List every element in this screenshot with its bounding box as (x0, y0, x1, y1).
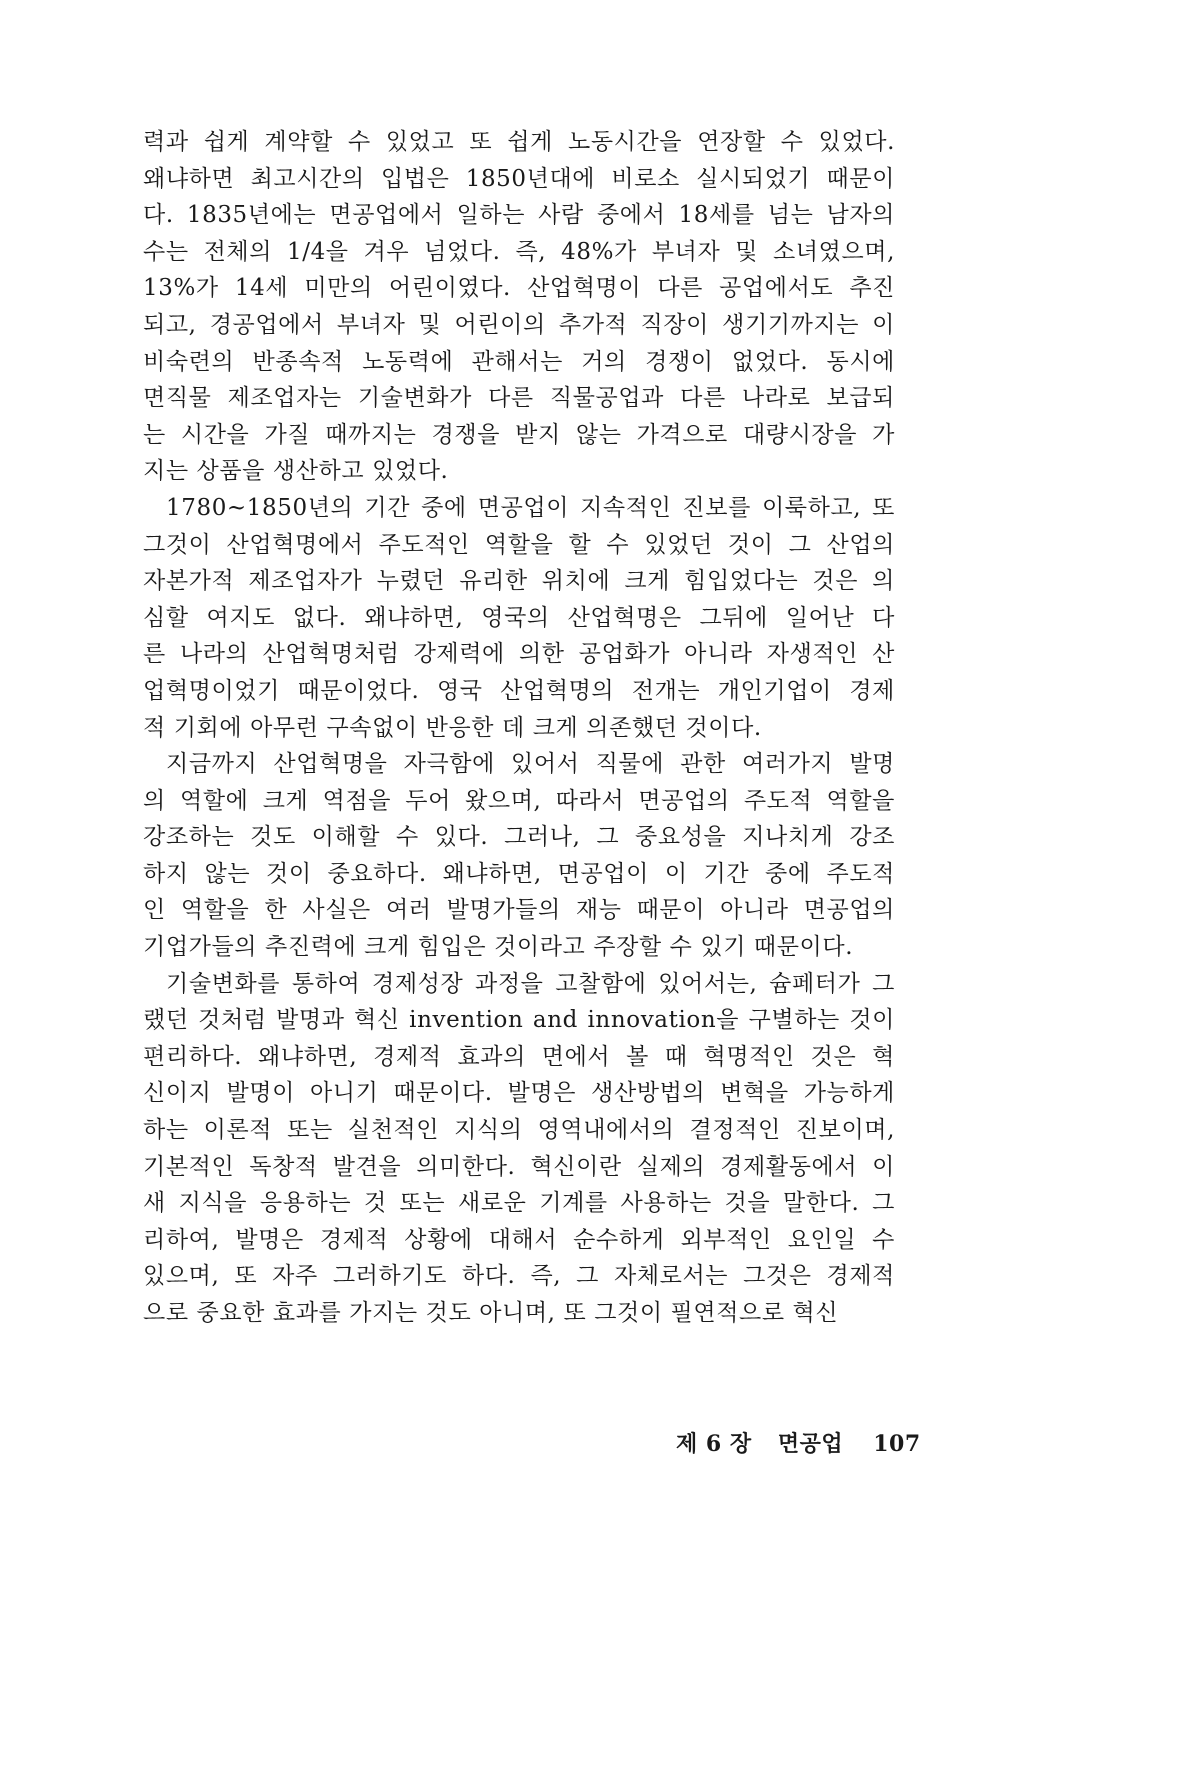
text-line: 신이지 발명이 아니기 때문이다. 발명은 생산방법의 변혁을 가능하게 (143, 1080, 895, 1107)
text-line: 수는 전체의 1/4을 겨우 넘었다. 즉, 48%가 부녀자 및 소녀였으며, (143, 238, 895, 265)
text-line: 새 지식을 응용하는 것 또는 새로운 기계를 사용하는 것을 말한다. 그 (143, 1190, 895, 1217)
text-line: 다. 1835년에는 면공업에서 일하는 사람 중에서 18세를 넘는 남자의 (143, 202, 895, 229)
page-footer (676, 1427, 921, 1458)
text-line: 되고, 경공업에서 부녀자 및 어린이의 추가적 직장이 생기기까지는 이 (143, 311, 895, 338)
text-line: 하지 않는 것이 중요하다. 왜냐하면, 면공업이 이 기간 중에 주도적 (143, 860, 895, 887)
text-line: 업혁명이었기 때문이었다. 영국 산업혁명의 전개는 개인기업이 경제 (143, 677, 895, 704)
text-line: 는 시간을 가질 때까지는 경쟁을 받지 않는 가격으로 대량시장을 가 (143, 421, 895, 448)
text-line: 력과 쉽게 계약할 수 있었고 또 쉽게 노동시간을 연장할 수 있었다. (143, 129, 895, 155)
page-number: 107 (873, 1431, 921, 1457)
text-line: 1780~1850년의 기간 중에 면공업이 지속적인 진보를 이룩하고, 또 (166, 494, 895, 521)
text-line: 지는 상품을 생산하고 있었다. (143, 458, 449, 485)
text-line: 적 기회에 아무런 구속없이 반응한 데 크게 의존했던 것이다. (143, 714, 762, 741)
paragraph (143, 966, 895, 1332)
text-line: 리하여, 발명은 경제적 상황에 대해서 순수하게 외부적인 요인일 수 (143, 1226, 895, 1253)
text-line: 13%가 14세 미만의 어린이였다. 산업혁명이 다른 공업에서도 추진 (143, 275, 895, 302)
text-line: 편리하다. 왜냐하면, 경제적 효과의 면에서 볼 때 혁명적인 것은 혁 (143, 1043, 895, 1070)
text-line: 있으며, 또 자주 그러하기도 하다. 즉, 그 자체로서는 그것은 경제적 (143, 1263, 895, 1290)
text-line: 른 나라의 산업혁명처럼 강제력에 의한 공업화가 아니라 자생적인 산 (143, 641, 895, 668)
text-line: 자본가적 제조업자가 누렸던 유리한 위치에 크게 힘입었다는 것은 의 (143, 568, 895, 595)
text-line: 그것이 산업혁명에서 주도적인 역할을 할 수 있었던 것이 그 산업의 (143, 531, 895, 558)
body-text (143, 124, 895, 1332)
paragraph (143, 746, 895, 966)
chapter-label: 제 6 장 (676, 1431, 752, 1457)
text-line: 하는 이론적 또는 실천적인 지식의 영역내에서의 결정적인 진보이며, (143, 1117, 895, 1144)
text-line: 심할 여지도 없다. 왜냐하면, 영국의 산업혁명은 그뒤에 일어난 다 (143, 604, 895, 631)
text-line: 기업가들의 추진력에 크게 힘입은 것이라고 주장할 수 있기 때문이다. (143, 934, 854, 961)
text-line: 강조하는 것도 이해할 수 있다. 그러나, 그 중요성을 지나치게 강조 (143, 824, 895, 851)
text-line: 비숙련의 반종속적 노동력에 관해서는 거의 경쟁이 없었다. 동시에 (143, 348, 895, 375)
text-line: 기술변화를 통하여 경제성장 과정을 고찰함에 있어서는, 슘페터가 그 (166, 970, 895, 997)
text-line: 왜냐하면 최고시간의 입법은 1850년대에 비로소 실시되었기 때문이 (143, 165, 895, 192)
paragraph (143, 124, 895, 490)
text-line: 으로 중요한 효과를 가지는 것도 아니며, 또 그것이 필연적으로 혁신 (143, 1300, 839, 1326)
text-line: 지금까지 산업혁명을 자극함에 있어서 직물에 관한 여러가지 발명 (166, 751, 895, 778)
text-line: 인 역할을 한 사실은 여러 발명가들의 재능 때문이 아니라 면공업의 (143, 897, 895, 924)
paragraph (143, 490, 895, 746)
text-line: 의 역할에 크게 역점을 두어 왔으며, 따라서 면공업의 주도적 역할을 (143, 787, 895, 814)
text-line: 기본적인 독창적 발견을 의미한다. 혁신이란 실제의 경제활동에서 이 (143, 1153, 895, 1180)
text-line: 랬던 것처럼 발명과 혁신 invention and innovation을 구별하는 것이 (143, 1007, 895, 1034)
text-line: 면직물 제조업자는 기술변화가 다른 직물공업과 다른 나라로 보급되 (143, 385, 895, 412)
section-title: 면공업 (777, 1431, 844, 1457)
